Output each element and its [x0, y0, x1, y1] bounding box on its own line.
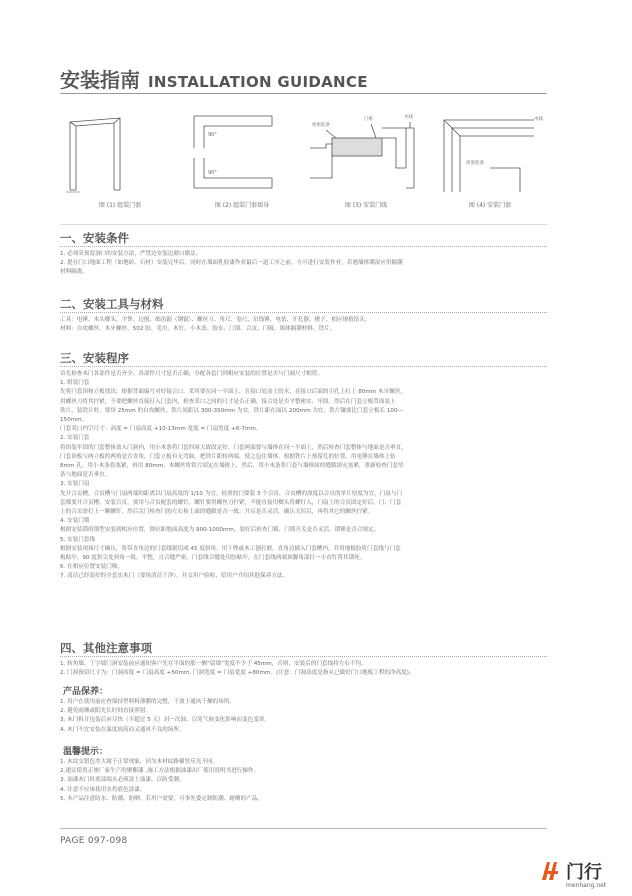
care-line: 1. 用户在使用前应查保持塑料料薄膜的完整，干放于通风干燥的场所。: [60, 699, 235, 705]
section-4-rule: [60, 656, 547, 657]
section-3-line: 4. 安装门锁: [60, 518, 90, 525]
figure-4-caption: 图 (4) 安装门套: [468, 202, 512, 209]
page-title-zh: 安装指南: [60, 68, 140, 92]
section-4-body: [60, 660, 550, 678]
label-wood-trim-4: 木线: [534, 117, 543, 122]
frame-mounting-drawing: [430, 108, 550, 198]
section-3-title: 三、安装程序: [60, 351, 129, 365]
figure-strip: [60, 108, 547, 218]
page-title-en: INSTALLATION GUIDANCE: [148, 73, 368, 91]
title-rule: [60, 93, 547, 94]
section-3-line: 先将门套顶和立板找出，根据背面编号对好接合口，采用要在同一平面上，在接口处涂上胶水，在接口后面的引孔上打上 80mm 木牙螺丝，: [60, 389, 407, 396]
section-3-line: 门套采口内空尺寸：高度 = 门扇高度 +10-13mm 宽度 = 门扇宽度 +6-7mm。: [60, 426, 262, 433]
care-line: 3. 木门拆开包装后应尽快（不超过 5 天）封一次油，以免气候变化影响而变色变形。: [60, 717, 271, 724]
page-title: [60, 64, 368, 93]
section-2-line: 工具：电锤、木头榔头、平锉、边刨、细齿锯（钢锯）、螺丝刀、角尺、卷尺、吊线锤、电钻、开孔器、楔子、相应规格钻头。: [60, 317, 371, 323]
corner-joint-drawing: [182, 108, 302, 198]
tips-line: 2.建议使用正规厂家生产的聚酯漆 ,施工方法根据油漆出厂使用说明书进行操作。: [60, 768, 260, 775]
care-body: [60, 698, 550, 735]
label-sealing-strip-4: 密密胶条: [466, 161, 484, 166]
page-number: PAGE 097-098: [60, 836, 128, 846]
section-1-body: [60, 250, 550, 278]
figure-3-caption: 图 (3) 安装门线: [344, 202, 388, 209]
section-3-line: 门套顶板与两立板的两角是否直角，门套立板有无弯曲，把铁片距转两端，使之包住墙体。根据铁片上预留孔的位置，用电锤在墙体上钻: [60, 453, 396, 460]
tips-line: 4. 注意不应该使用水将底色涂漆。: [60, 786, 146, 793]
door-frame-assembly-drawing: [60, 108, 180, 198]
section-3-line: 上的合页需打上一颗螺钉，然后关门检查门的左右和上面的缝隙是否一致，开启是否灵活，确认无误后，再将其它的螺丝拧紧。: [60, 509, 374, 516]
section-1-rule: [60, 246, 547, 247]
section-3-line: 用螺丝刀将其拧紧，不要把螺丝直接打入门套内，检查采口之间的尺寸是否正确，接合处是否平整密实、牢固。然后在门套立板背面装上: [60, 398, 396, 405]
figure-1: [60, 108, 180, 218]
label-door-frame: 门框: [364, 117, 373, 122]
section-3-line: 150mm。: [60, 417, 88, 424]
brand-name: 门行: [566, 862, 602, 883]
section-1-line: 材料隔离。: [60, 269, 88, 276]
footer-rule: [60, 828, 547, 829]
section-3-line: 条与地面是否垂直。: [60, 472, 111, 479]
label-sealing-strip: 密密胶条: [312, 123, 330, 128]
figure-4: [430, 108, 550, 218]
section-3-line: 先开合页槽，合页槽与门扇两端的距离以门扇高度的 1/10 为宜，较重的门要装 3 个合页，合页槽的深度以合页的单片厚度为宜，门扇与门: [60, 490, 403, 497]
section-3-line: 2. 安装门套: [60, 435, 90, 442]
section-3-line: 6. 在相应位置安装门吸。: [60, 564, 124, 571]
brand-mark-icon: [540, 860, 562, 882]
figure-2-caption: 图 (2) 组装门套墙身: [214, 202, 270, 209]
section-3-line: 7. 清洁已经装好的全套实木门（要场清洁干净），并交用户验收，给用户介绍其他保养方法。: [60, 573, 289, 580]
tips-line: 3. 油漆木门时底部端头必须涂上油漆，以防受潮。: [60, 777, 185, 784]
section-3-line: 根据安装锁的锁型安装到相应位置，锁位距地面高度为 900-1000mm，装好后检查门锁、门锁开关是否灵活，锁锤是否合规定。: [60, 527, 380, 534]
section-2-line: 材料：自攻螺丝、木牙螺丝、502 胶、毛巾、木钉、小木条、胶水、门锁、合页、门吸、墙体隔潮材料、铁片。: [60, 326, 336, 333]
section-2-title: 二、安装工具与材料: [60, 297, 164, 311]
brand-logo: [540, 858, 632, 896]
section-3-line: 首先检查木门各部件是否齐全、各部件尺寸是否正确，分配各套门到相应安装的位置是否与门洞尺寸相符。: [60, 371, 323, 377]
section-3-line: 板粘牢，90 度拼尖处斜角一致、平整，且合缝严密，门套线合缝处用胶粘牢，在门套线两端顶脚角部打一小直钉将其锁死。: [60, 555, 366, 562]
section-2-rule: [60, 312, 547, 313]
section-1-line: 1. 必须采预留洞口的安装方法，严禁边安装边砌口做法。: [60, 251, 202, 257]
section-3-body: [60, 370, 550, 582]
section-3-line: 根据安装现场尺寸确认，将带直角边的门套线锯切成 45 度斜角，用干锉或木工刨打磨，直角边插入门套槽内，并用地板胶将门套线与门套: [60, 545, 401, 552]
section-3-line: 铁片，装铁片时，要用 25mm 的自攻螺丝，铁片间距以 300-350mm 为宜，铁片距在面以 200mm 为宜，铁片镶要比门套立板长 100—: [60, 407, 404, 414]
figure-2: [182, 108, 302, 218]
section-1-title: 一、安装条件: [60, 231, 129, 245]
angle-label-bottom: 90°: [208, 170, 217, 176]
brand-url: menhang.net: [566, 882, 607, 889]
section-4-line: 1. 转角墙、丁字墙门洞安装前应通知客户先在平面的那一侧“留墙”宽度不少于 45mm，否则，安装后的门套线将左右不均。: [60, 661, 367, 667]
angle-label-top: 90°: [208, 132, 217, 138]
section-3-line: 3. 安装门扇: [60, 481, 90, 488]
care-title: 产品保养：: [63, 687, 109, 697]
figure-1-caption: 图 (1) 组装门套: [98, 202, 142, 209]
section-3-line: 8mm 孔，用小木条将塞紧，再用 80mm。木螺丝将铁片固定在墙体上，然后，用小木条将门套与墙体间的缝隙填充塞紧，重新检查门套竖: [60, 463, 404, 470]
tips-body: [60, 758, 550, 804]
care-line: 4. 木门不宜安装在温度较高而又通风不良的场所。: [60, 726, 185, 733]
section-1-line: 2. 提在门口地面工程（如地砖、石材）安装完毕后，同时在墙面乳胶漆作业最后一道工序之前，方可进行安装作业，若遇墙体潮湿应用隔潮: [60, 260, 403, 267]
section-4-title: 四、其他注意事项: [60, 641, 152, 655]
section-3-rule: [60, 366, 547, 367]
section-3-line: 套都要开合页槽，安装合页，要用与合页配套的螺钉，螺钉要用螺丝刀拧紧，不能直接用榔头将螺钉入，门扇上的合页固定好后，门、门套: [60, 499, 402, 506]
section-3-line: 将组装牢固的门套整体放入门洞内，用小木条将门套四周大致固定好，门套两面要与墙体在同一平面上，然后检查门套整体与地面是否垂直，: [60, 444, 407, 451]
tips-line: 1. 木纹交错色差大属于正常现象，因为木材纹路横竖反光不同。: [60, 759, 219, 765]
figures-rule: [60, 224, 547, 225]
care-line: 2. 避免雨淋或阳光长时间直接照射。: [60, 708, 152, 715]
figure-3: [306, 108, 426, 218]
tips-line: 5. 本产品注意防水、防潮、防晒。若用户需要，可事先委定制防潮、耐晒的产品。: [60, 795, 263, 802]
section-4-line: 2. 门洞预留尺寸为：门洞高度 = 门扇高度 +50mm, 门洞宽度 = 门扇宽度 +80mm。(注意：门洞高度是指从已做好门口地板工程的净高度)。: [60, 670, 415, 677]
tips-title: 温馨提示：: [63, 747, 109, 757]
label-wood-trim: 木线: [404, 115, 413, 120]
section-2-body: [60, 316, 550, 334]
section-3-line: 5. 安装门套线: [60, 536, 96, 543]
trim-installation-drawing: [306, 108, 431, 198]
section-3-line: 1. 组装门套: [60, 380, 90, 387]
